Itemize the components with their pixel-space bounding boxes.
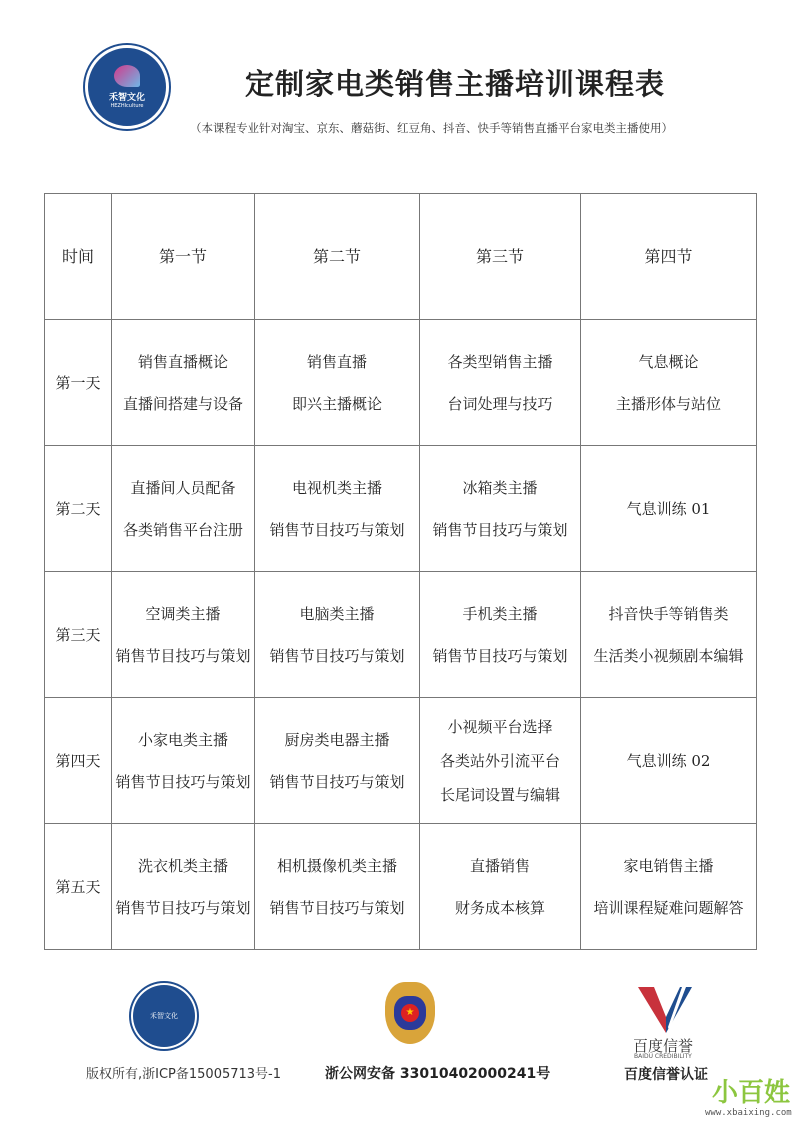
header-cell: 第三节 (420, 194, 581, 320)
course-line: 空调类主播 (145, 604, 221, 623)
course-line: 销售节目技巧与策划 (269, 898, 405, 917)
course-line: 直播销售 (469, 856, 530, 875)
course-line: 气息概论 (638, 352, 699, 371)
course-line: 直播间人员配备 (130, 478, 236, 497)
course-line: 家电销售主播 (623, 856, 714, 875)
course-cell (255, 320, 420, 446)
table-row (45, 320, 757, 446)
course-cell (581, 698, 757, 824)
header-cell: 时间 (45, 194, 112, 320)
course-cell (112, 698, 255, 824)
course-line: 销售节目技巧与策划 (269, 520, 405, 539)
course-cell (255, 698, 420, 824)
day-cell: 第二天 (45, 446, 112, 572)
course-cell (581, 572, 757, 698)
course-line: 销售节目技巧与策划 (269, 646, 405, 665)
police-emblem-icon: ★ (385, 982, 435, 1044)
course-line: 相机摄像机类主播 (276, 856, 397, 875)
course-line: 气息训练 02 (626, 751, 711, 770)
course-line: 小家电类主播 (137, 730, 228, 749)
course-line: 即兴主播概论 (291, 394, 382, 413)
course-line: 长尾词设置与编辑 (439, 785, 560, 804)
course-line: 洗衣机类主播 (137, 856, 228, 875)
course-cell (255, 572, 420, 698)
course-cell (255, 824, 420, 950)
course-line: 销售节目技巧与策划 (432, 520, 568, 539)
course-line: 各类销售平台注册 (122, 520, 243, 539)
course-cell (112, 572, 255, 698)
course-line: 直播间搭建与设备 (122, 394, 243, 413)
course-line: 电脑类主播 (299, 604, 375, 623)
header-cell: 第四节 (581, 194, 757, 320)
table-row (45, 824, 757, 950)
course-cell (581, 446, 757, 572)
copyright-text: 版权所有,浙ICP备15005713号-1 (86, 1067, 282, 1082)
page-title: 定制家电类销售主播培训课程表 (244, 67, 665, 101)
course-line: 冰箱类主播 (462, 478, 538, 497)
course-cell (420, 572, 581, 698)
table-row (45, 446, 757, 572)
table-row (45, 698, 757, 824)
course-line: 各类站外引流平台 (439, 751, 560, 770)
table-row (45, 572, 757, 698)
course-schedule-table (44, 193, 757, 950)
course-line: 电视机类主播 (291, 478, 382, 497)
logo-text: 禾智文化 (108, 93, 145, 103)
police-record-text[interactable]: 浙公网安备 33010402000241号 (325, 1066, 551, 1082)
course-line: 抖音快手等销售类 (608, 604, 729, 623)
footer-company-logo: 禾智文化 (133, 985, 195, 1047)
course-line: 台词处理与技巧 (447, 394, 553, 413)
course-line: 销售节目技巧与策划 (115, 898, 251, 917)
course-line: 气息训练 01 (626, 499, 711, 518)
course-cell (581, 320, 757, 446)
watermark-url: www.xbaixing.com (705, 1108, 792, 1118)
course-cell (112, 320, 255, 446)
course-cell (112, 446, 255, 572)
course-cell (581, 824, 757, 950)
course-cell (420, 320, 581, 446)
course-line: 销售直播 (306, 352, 367, 371)
day-cell: 第三天 (45, 572, 112, 698)
course-line: 销售节目技巧与策划 (269, 772, 405, 791)
day-cell: 第一天 (45, 320, 112, 446)
course-cell (255, 446, 420, 572)
course-line: 主播形体与站位 (615, 394, 721, 413)
course-line: 生活类小视频剧本编辑 (593, 646, 744, 665)
course-line: 小视频平台选择 (447, 717, 553, 736)
day-cell: 第五天 (45, 824, 112, 950)
baidu-logo-en: BAIDU CREDIBILITY (634, 1053, 692, 1060)
baidu-logo-text: 百度信誉 (633, 1037, 694, 1055)
course-cell (112, 824, 255, 950)
course-cell (420, 698, 581, 824)
course-line: 销售节目技巧与策划 (115, 772, 251, 791)
course-line: 厨房类电器主播 (284, 730, 390, 749)
course-line: 销售节目技巧与策划 (432, 646, 568, 665)
header-cell: 第二节 (255, 194, 420, 320)
baidu-cert-text[interactable]: 百度信誉认证 (624, 1067, 708, 1083)
course-cell (420, 446, 581, 572)
course-cell (420, 824, 581, 950)
baidu-v-logo-icon (636, 985, 696, 1035)
course-line: 各类型销售主播 (447, 352, 553, 371)
course-line: 销售节目技巧与策划 (115, 646, 251, 665)
page-subtitle: （本课程专业针对淘宝、京东、蘑菇街、红豆角、抖音、快手等销售直播平台家电类主播使用） (190, 121, 673, 135)
header-cell: 第一节 (112, 194, 255, 320)
day-cell: 第四天 (45, 698, 112, 824)
watermark-text: 小百姓 (712, 1078, 791, 1108)
table-header-row (45, 194, 757, 320)
course-line: 培训课程疑难问题解答 (593, 898, 744, 917)
course-line: 销售直播概论 (137, 352, 228, 371)
course-line: 手机类主播 (462, 604, 538, 623)
logo-subtext: HEZHIculture (110, 103, 144, 109)
course-line: 财务成本核算 (454, 898, 545, 917)
